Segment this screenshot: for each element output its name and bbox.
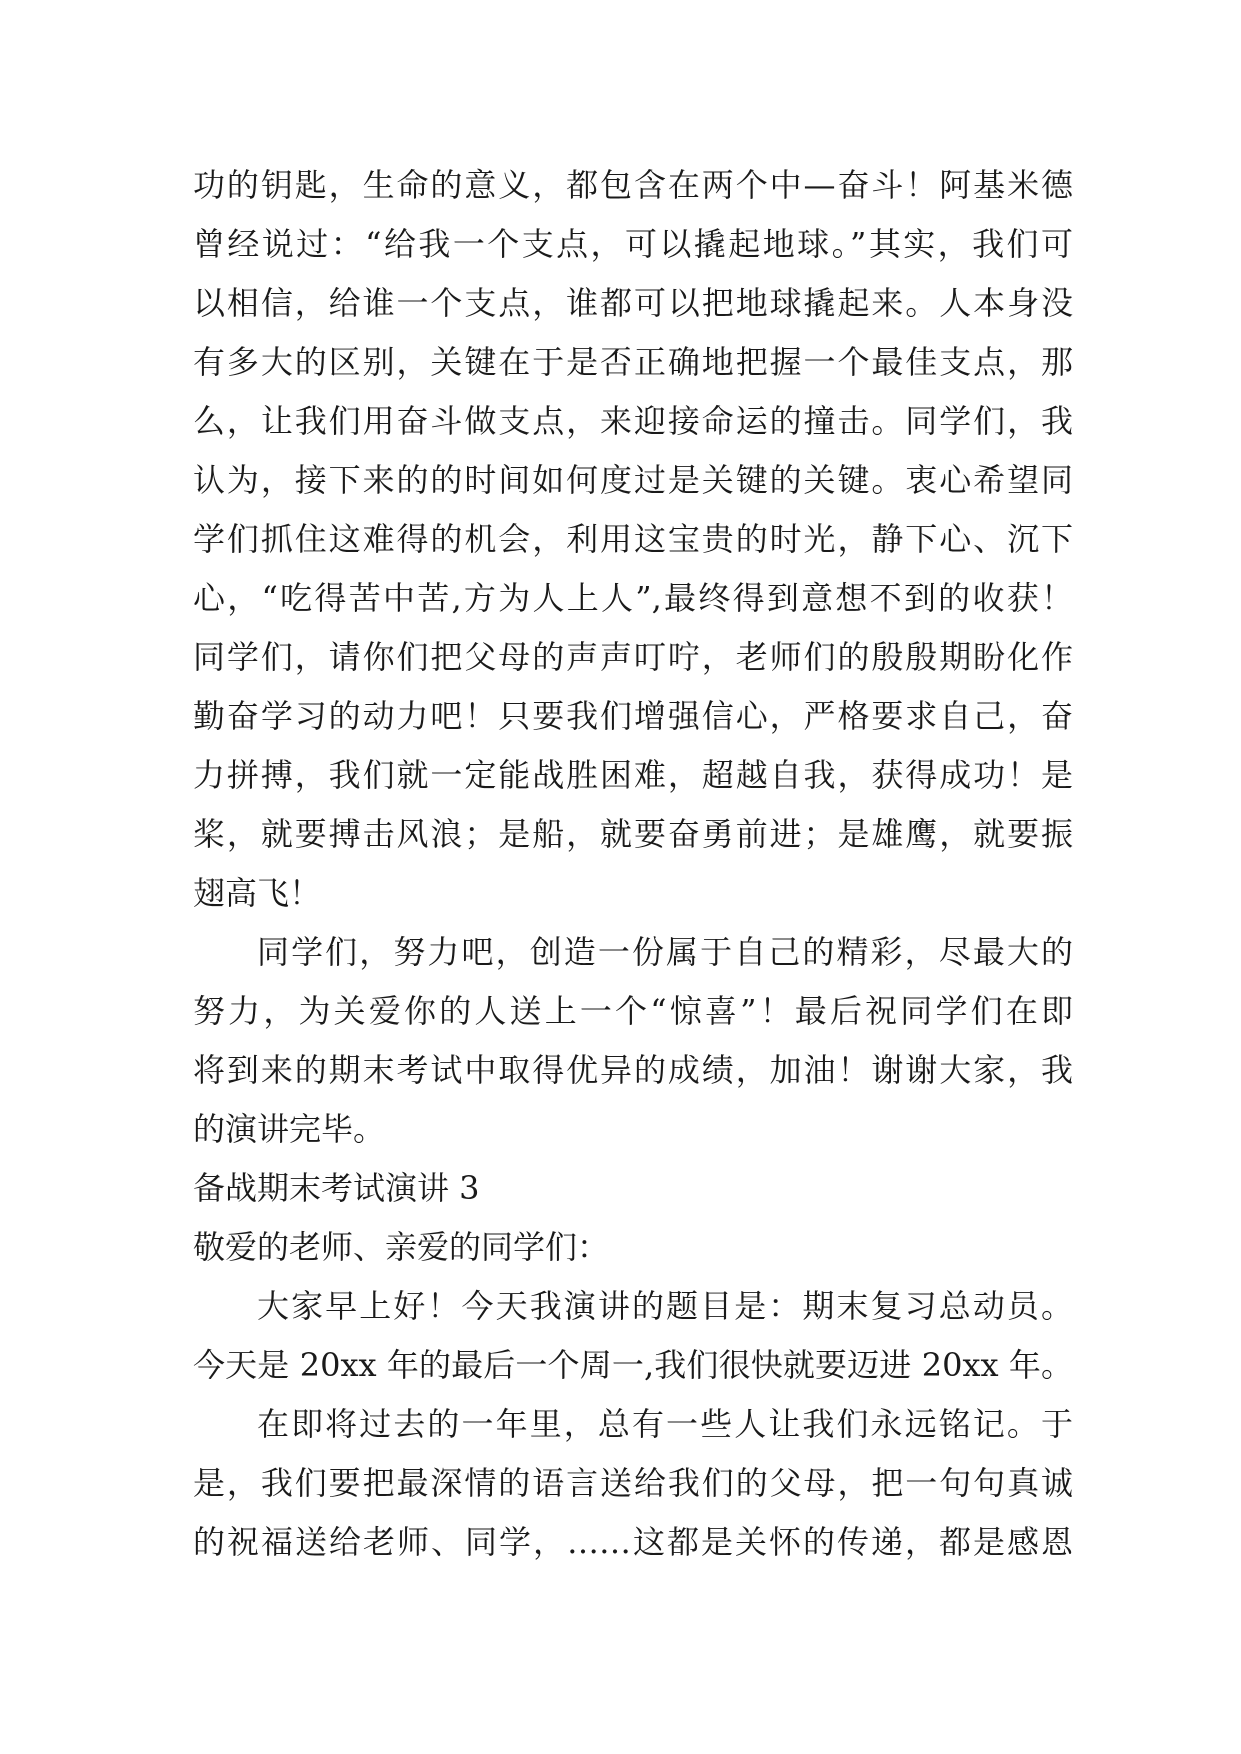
text-line: 力拼搏，我们就一定能战胜困难，超越自我，获得成功！是 <box>193 756 1073 794</box>
speech-body-text <box>193 156 1073 1572</box>
text-line: 曾经说过：“给我一个支点，可以撬起地球。”其实，我们可 <box>193 225 1073 263</box>
text-line: 有多大的区别，关键在于是否正确地把握一个最佳支点，那 <box>193 343 1073 381</box>
text-line: 将到来的期末考试中取得优异的成绩，加油！谢谢大家，我 <box>193 1051 1073 1089</box>
text-line: 同学们，请你们把父母的声声叮咛，老师们的殷殷期盼化作 <box>193 638 1073 676</box>
text-line: 今天是 20xx 年的最后一个周一,我们很快就要迈进 20xx 年。 <box>193 1346 1073 1384</box>
text-line: 努力，为关爱你的人送上一个“惊喜”！最后祝同学们在即 <box>193 992 1073 1030</box>
text-line: 么，让我们用奋斗做支点，来迎接命运的撞击。同学们，我 <box>193 402 1073 440</box>
text-line: 是，我们要把最深情的语言送给我们的父母，把一句句真诚 <box>193 1464 1073 1502</box>
section-heading: 备战期末考试演讲 3 <box>193 1169 480 1207</box>
paragraph-start-line: 在即将过去的一年里，总有一些人让我们永远铭记。于 <box>257 1405 1073 1443</box>
text-line: 翅高飞！ <box>193 874 322 912</box>
text-line: 学们抓住这难得的机会，利用这宝贵的时光，静下心、沉下 <box>193 520 1073 558</box>
text-line: 以相信，给谁一个支点，谁都可以把地球撬起来。人本身没 <box>193 284 1073 322</box>
salutation: 敬爱的老师、亲爱的同学们： <box>193 1228 610 1266</box>
text-line: 的祝福送给老师、同学，……这都是关怀的传递，都是感恩 <box>193 1523 1073 1561</box>
paragraph-start-line: 大家早上好！今天我演讲的题目是：期末复习总动员。 <box>257 1287 1073 1325</box>
text-line: 心，“吃得苦中苦,方为人上人”,最终得到意想不到的收获！ <box>193 579 1073 617</box>
paragraph-start-line: 同学们，努力吧，创造一份属于自己的精彩，尽最大的 <box>257 933 1073 971</box>
text-line: 功的钥匙，生命的意义，都包含在两个中—奋斗！阿基米德 <box>193 166 1073 204</box>
text-line: 认为，接下来的的时间如何度过是关键的关键。衷心希望同 <box>193 461 1073 499</box>
text-line: 勤奋学习的动力吧！只要我们增强信心，严格要求自己，奋 <box>193 697 1073 735</box>
text-line: 桨，就要搏击风浪；是船，就要奋勇前进；是雄鹰，就要振 <box>193 815 1073 853</box>
text-line: 的演讲完毕。 <box>193 1110 386 1148</box>
